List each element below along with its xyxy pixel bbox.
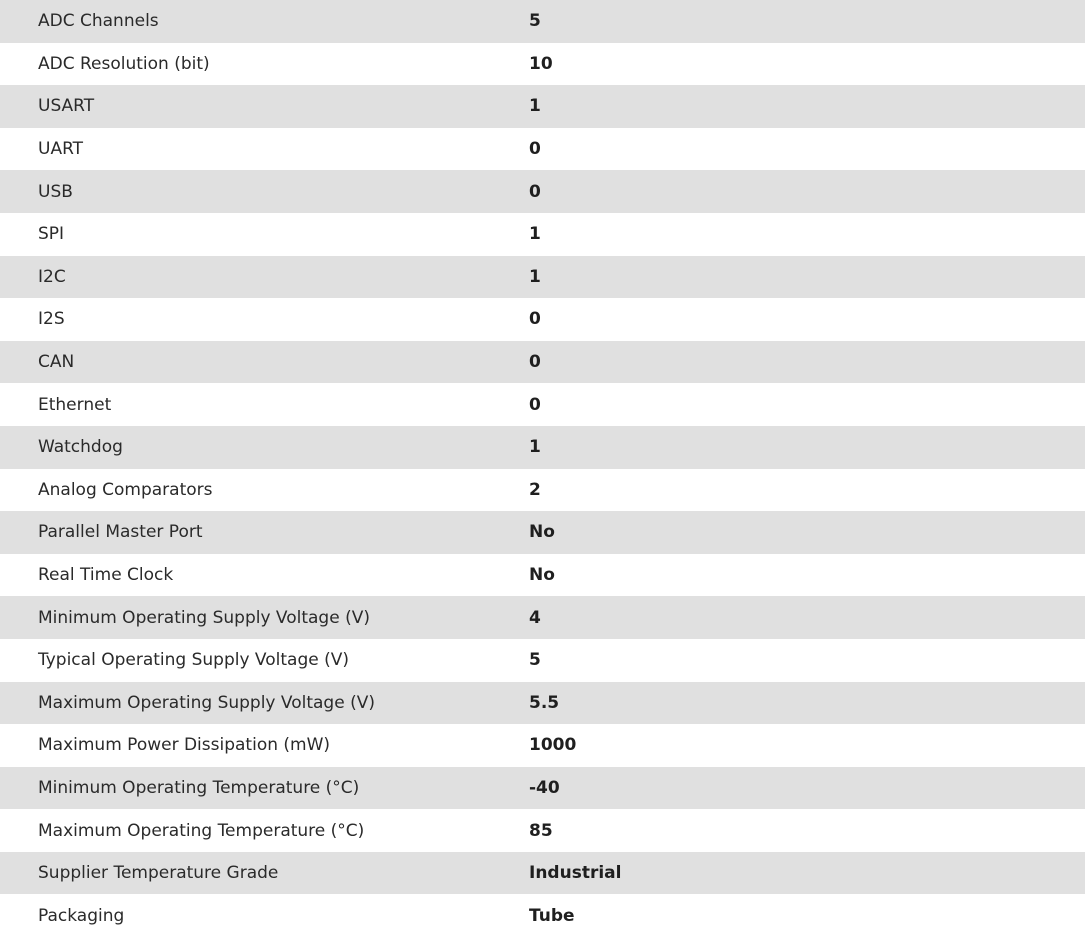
- spec-label: USART: [0, 85, 529, 128]
- spec-row-typ-supply-voltage: [0, 639, 1085, 682]
- spec-row-usart: [0, 85, 1085, 128]
- spec-row-ethernet: [0, 383, 1085, 426]
- spec-value: -40: [529, 767, 1085, 810]
- spec-value: 0: [529, 170, 1085, 213]
- spec-label: Parallel Master Port: [0, 511, 529, 554]
- spec-label: SPI: [0, 213, 529, 256]
- spec-row-analog-comparators: [0, 469, 1085, 512]
- spec-row-usb: [0, 170, 1085, 213]
- spec-value: 2: [529, 469, 1085, 512]
- spec-label: Packaging: [0, 894, 529, 937]
- spec-row-adc-resolution: [0, 43, 1085, 86]
- spec-label: CAN: [0, 341, 529, 384]
- spec-value: 5.5: [529, 682, 1085, 725]
- spec-label: Supplier Temperature Grade: [0, 852, 529, 895]
- spec-label: I2S: [0, 298, 529, 341]
- spec-value: 1: [529, 426, 1085, 469]
- spec-row-real-time-clock: [0, 554, 1085, 597]
- spec-value: 5: [529, 639, 1085, 682]
- spec-label: Typical Operating Supply Voltage (V): [0, 639, 529, 682]
- spec-row-max-supply-voltage: [0, 682, 1085, 725]
- spec-value: 0: [529, 341, 1085, 384]
- spec-value: 4: [529, 596, 1085, 639]
- spec-label: Analog Comparators: [0, 469, 529, 512]
- spec-row-max-power-dissipation: [0, 724, 1085, 767]
- spec-label: UART: [0, 128, 529, 171]
- spec-row-can: [0, 341, 1085, 384]
- spec-value: 0: [529, 298, 1085, 341]
- spec-value: Industrial: [529, 852, 1085, 895]
- spec-value: 10: [529, 43, 1085, 86]
- spec-row-i2s: [0, 298, 1085, 341]
- spec-label: USB: [0, 170, 529, 213]
- spec-value: No: [529, 511, 1085, 554]
- spec-row-min-operating-temp: [0, 767, 1085, 810]
- spec-label: Maximum Power Dissipation (mW): [0, 724, 529, 767]
- spec-label: ADC Channels: [0, 0, 529, 43]
- spec-row-max-operating-temp: [0, 809, 1085, 852]
- spec-value: 1: [529, 213, 1085, 256]
- spec-row-i2c: [0, 256, 1085, 299]
- spec-label: Minimum Operating Supply Voltage (V): [0, 596, 529, 639]
- spec-row-spi: [0, 213, 1085, 256]
- spec-row-watchdog: [0, 426, 1085, 469]
- spec-value: 85: [529, 809, 1085, 852]
- spec-label: Ethernet: [0, 383, 529, 426]
- spec-row-temperature-grade: [0, 852, 1085, 895]
- spec-label: I2C: [0, 256, 529, 299]
- spec-row-parallel-master-port: [0, 511, 1085, 554]
- spec-value: 0: [529, 383, 1085, 426]
- spec-label: ADC Resolution (bit): [0, 43, 529, 86]
- spec-value: No: [529, 554, 1085, 597]
- spec-row-min-supply-voltage: [0, 596, 1085, 639]
- spec-label: Minimum Operating Temperature (°C): [0, 767, 529, 810]
- spec-row-adc-channels: [0, 0, 1085, 43]
- spec-row-uart: [0, 128, 1085, 171]
- spec-value: 1: [529, 85, 1085, 128]
- spec-label: Maximum Operating Temperature (°C): [0, 809, 529, 852]
- spec-label: Watchdog: [0, 426, 529, 469]
- spec-value: 1000: [529, 724, 1085, 767]
- spec-value: Tube: [529, 894, 1085, 937]
- spec-label: Maximum Operating Supply Voltage (V): [0, 682, 529, 725]
- spec-label: Real Time Clock: [0, 554, 529, 597]
- spec-value: 0: [529, 128, 1085, 171]
- spec-value: 1: [529, 256, 1085, 299]
- spec-value: 5: [529, 0, 1085, 43]
